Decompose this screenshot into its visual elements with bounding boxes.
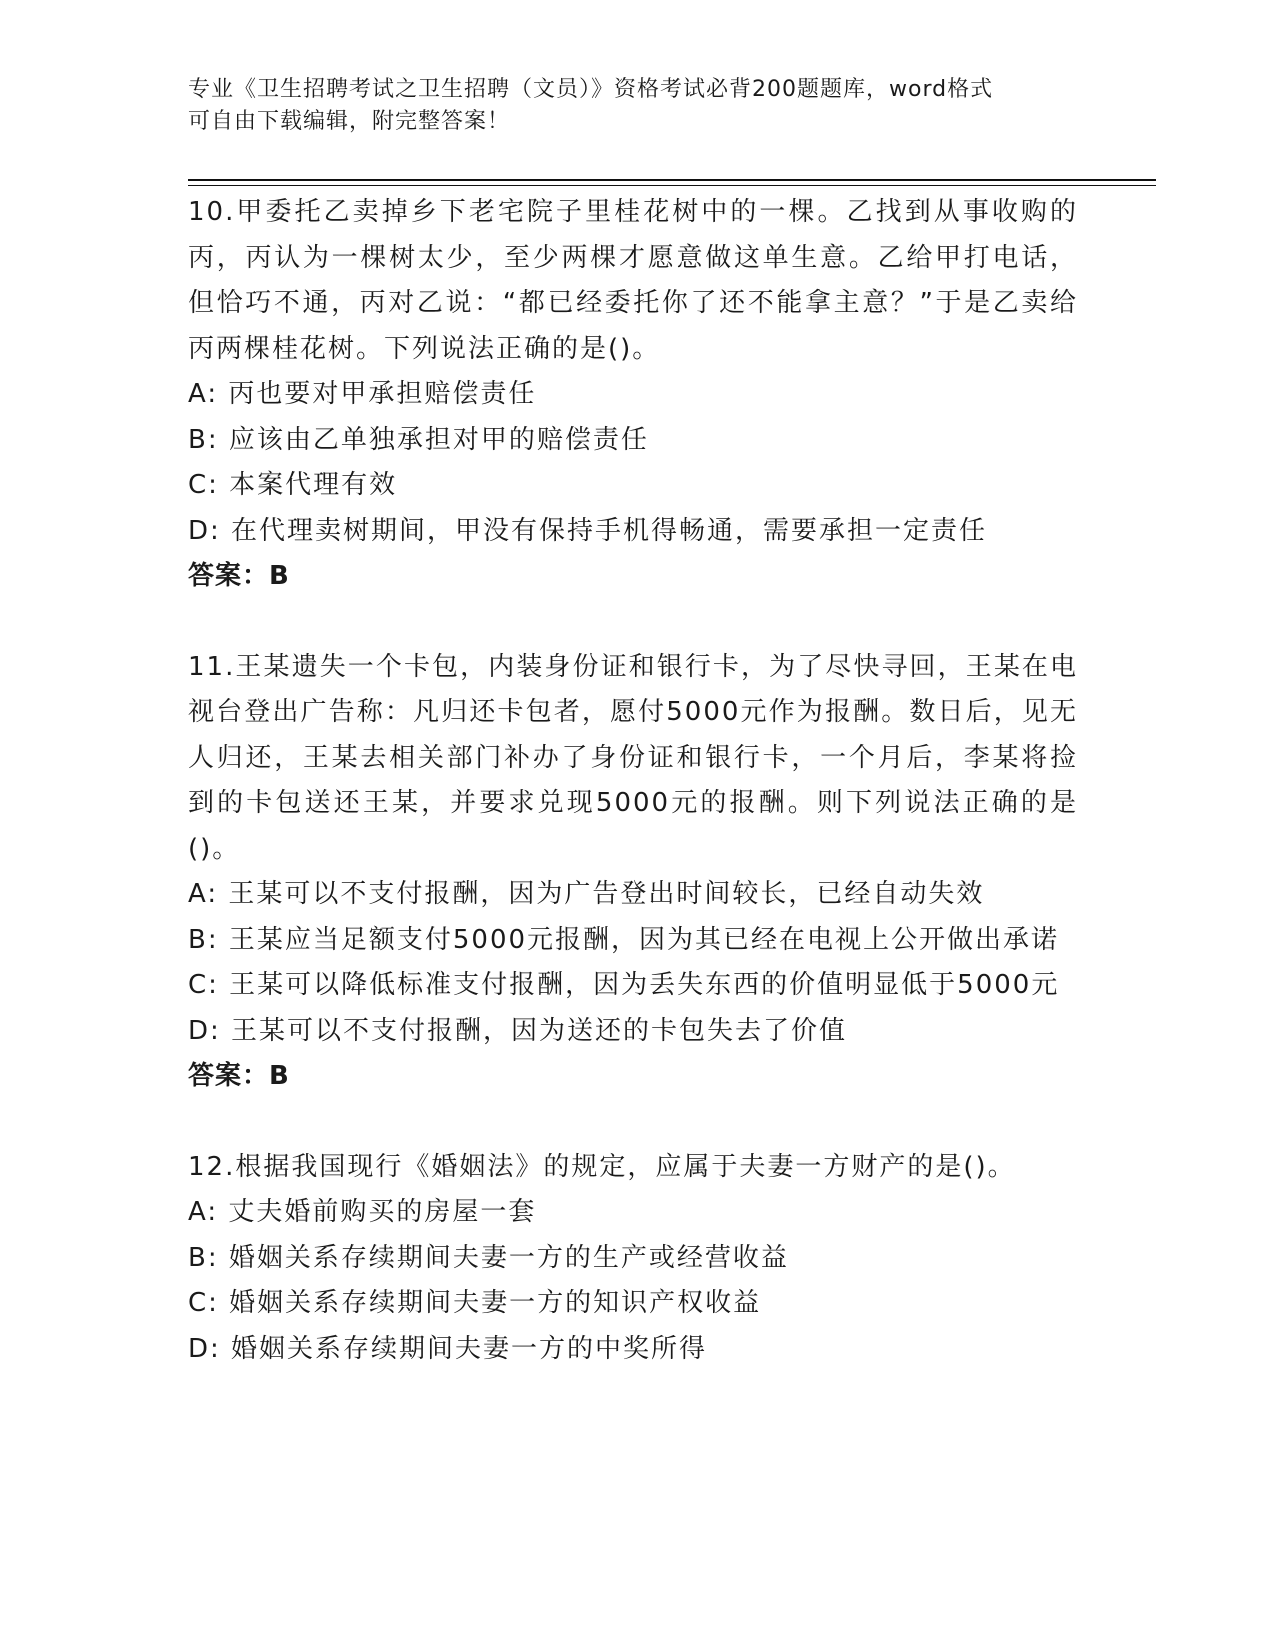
question-11: [188, 645, 1078, 1100]
option-b: B: 婚姻关系存续期间夫妻一方的生产或经营收益: [188, 1242, 789, 1273]
option-a: A: 丙也要对甲承担赔偿责任: [188, 379, 537, 409]
option-a: A: 丈夫婚前购买的房屋一套: [188, 1197, 537, 1227]
question-stem: 11.王某遗失一个卡包，内装身份证和银行卡，为了尽快寻回，王某在电视台登出广告称：凡归还卡包者，愿付5000元作为报酬。数日后，见无人归还，王某去相关部门补办了身份证和银行卡，一个月后，李某将捡到的卡包送还王某，并要求兑现5000元的报酬。则下列说法正确的是()。: [188, 651, 1078, 864]
question-12: [188, 1145, 1078, 1373]
option-d: D: 在代理卖树期间，甲没有保持手机得畅通，需要承担一定责任: [188, 515, 988, 546]
option-c: C: 本案代理有效: [188, 470, 398, 500]
header-line-2: 可自由下载编辑，附完整答案！: [188, 109, 511, 134]
header-line-1: 专业《卫生招聘考试之卫生招聘（文员）》资格考试必背200题题库，word格式: [188, 77, 994, 102]
answer-label: 答案：B: [188, 561, 290, 591]
option-b: B: 王某应当足额支付5000元报酬，因为其已经在电视上公开做出承诺: [188, 924, 1060, 955]
header-divider-thin: [188, 185, 1156, 186]
option-a: A: 王某可以不支付报酬，因为广告登出时间较长，已经自动失效: [188, 879, 985, 909]
question-stem: 10.甲委托乙卖掉乡下老宅院子里桂花树中的一棵。乙找到从事收购的丙，丙认为一棵树太少，至少两棵才愿意做这单生意。乙给甲打电话，但恰巧不通，丙对乙说：“都已经委托你了还不能拿主意？”于是乙卖给丙两棵桂花树。下列说法正确的是()。: [188, 197, 1078, 364]
question-list: [188, 190, 1078, 1372]
question-stem: 12.根据我国现行《婚姻法》的规定，应属于夫妻一方财产的是()。: [188, 1151, 1016, 1182]
header-divider-thick: [188, 179, 1156, 181]
option-c: C: 王某可以降低标准支付报酬，因为丢失东西的价值明显低于5000元: [188, 970, 1060, 1000]
option-b: B: 应该由乙单独承担对甲的赔偿责任: [188, 424, 649, 455]
option-d: D: 婚姻关系存续期间夫妻一方的中奖所得: [188, 1333, 708, 1364]
question-10: [188, 190, 1078, 600]
answer-label: 答案：B: [188, 1061, 290, 1091]
option-c: C: 婚姻关系存续期间夫妻一方的知识产权收益: [188, 1288, 762, 1318]
option-d: D: 王某可以不支付报酬，因为送还的卡包失去了价值: [188, 1015, 848, 1046]
document-header: [188, 74, 1068, 138]
